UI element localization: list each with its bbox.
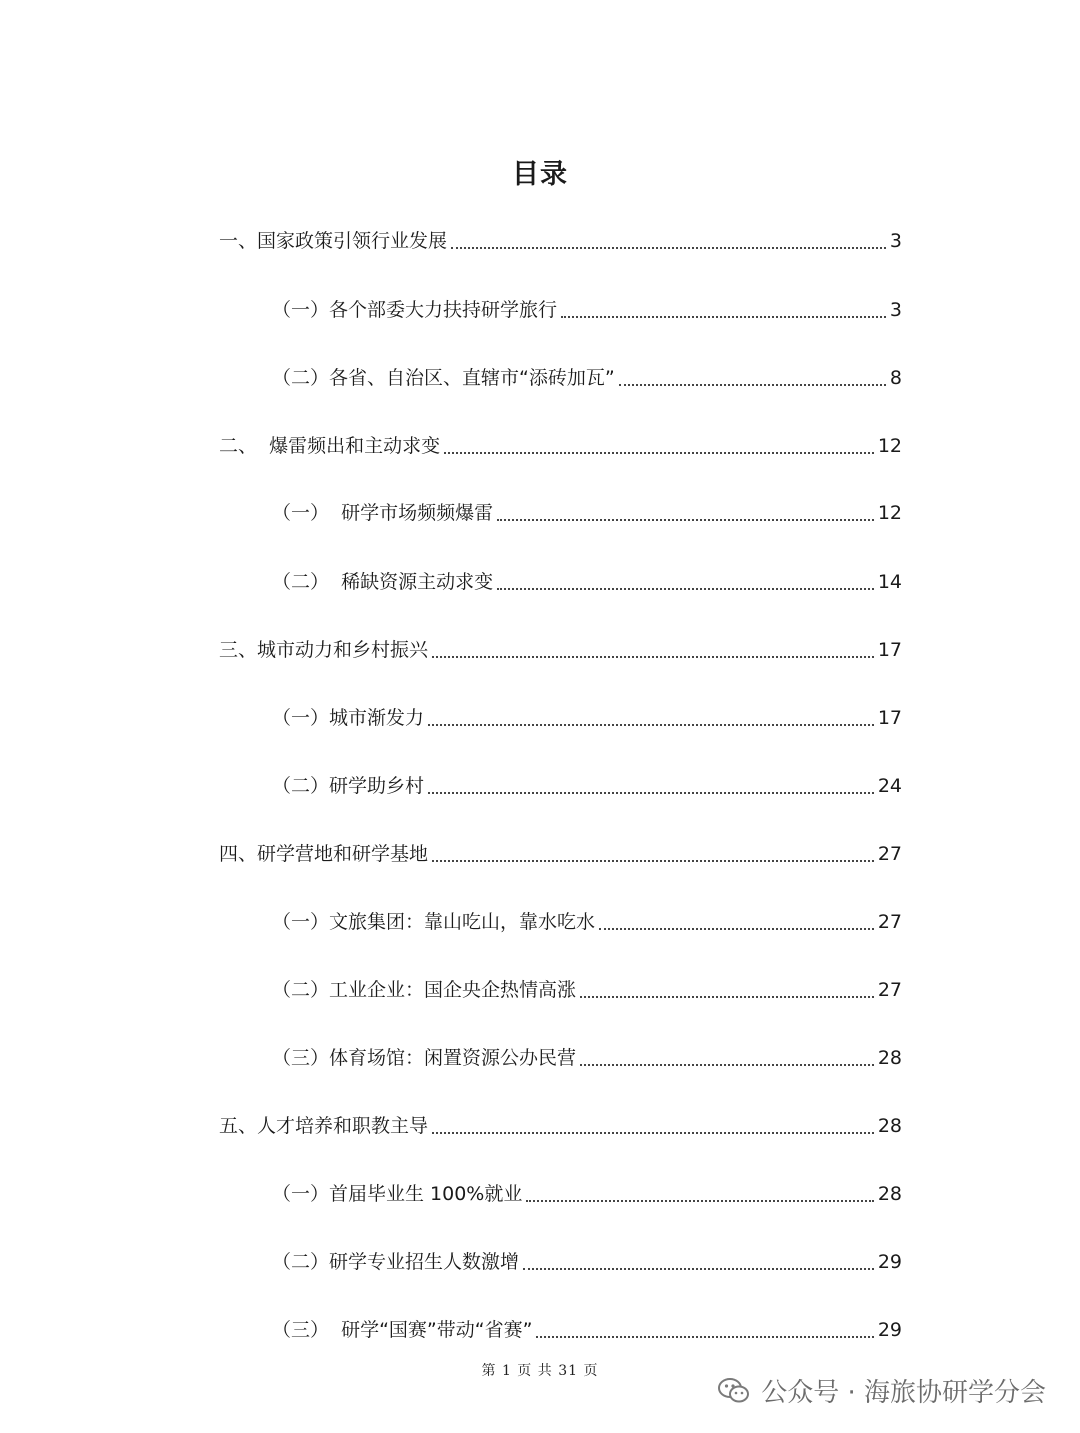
toc-entry[interactable] xyxy=(272,296,902,324)
watermark xyxy=(717,1372,1046,1409)
toc-entry-page: 28 xyxy=(877,1047,902,1069)
page-footer: 第 1 页 共 31 页 xyxy=(481,1363,599,1379)
toc-entry[interactable] xyxy=(272,772,902,800)
toc-entry-page: 17 xyxy=(877,639,902,661)
toc-leader-dots xyxy=(428,724,874,726)
toc-entry[interactable] xyxy=(272,1180,902,1208)
toc-entry-label: 四、研学营地和研学基地 xyxy=(219,843,429,865)
toc-entry-label: 三、城市动力和乡村振兴 xyxy=(219,639,429,661)
toc-leader-dots xyxy=(599,928,874,930)
toc-leader-dots xyxy=(432,1132,874,1134)
toc-entry[interactable] xyxy=(272,704,902,732)
toc-entry[interactable] xyxy=(219,227,902,255)
toc-entry[interactable] xyxy=(219,432,902,460)
toc-entry-page: 27 xyxy=(877,843,902,865)
toc-entry[interactable] xyxy=(272,908,902,936)
toc-leader-dots xyxy=(432,656,874,658)
toc-entry-page: 29 xyxy=(877,1251,902,1273)
toc-entry-label: （二）研学助乡村 xyxy=(272,775,425,797)
toc-entry-page: 28 xyxy=(877,1183,902,1205)
toc-entry[interactable] xyxy=(272,1248,902,1276)
toc-entry-page: 12 xyxy=(877,435,902,457)
toc-entry[interactable] xyxy=(219,840,902,868)
toc-leader-dots xyxy=(432,860,874,862)
toc-entry-page: 27 xyxy=(877,911,902,933)
toc-entry[interactable] xyxy=(219,636,902,664)
toc-leader-dots xyxy=(580,1064,874,1066)
toc-entry[interactable] xyxy=(219,1112,902,1140)
toc-entry[interactable] xyxy=(272,976,902,1004)
toc-entry-page: 3 xyxy=(889,230,902,252)
toc-leader-dots xyxy=(619,384,886,386)
toc-entry-label: 一、国家政策引领行业发展 xyxy=(219,230,448,252)
toc-entry-page: 3 xyxy=(889,299,902,321)
toc-entry[interactable] xyxy=(272,364,902,392)
toc-entry-page: 12 xyxy=(877,502,902,524)
watermark-text: 公众号 · 海旅协研学分会 xyxy=(761,1378,1046,1408)
toc-leader-dots xyxy=(526,1200,873,1202)
toc-entry-label: （二）研学专业招生人数激增 xyxy=(272,1251,520,1273)
toc-entry-label: （三）体育场馆：闲置资源公办民营 xyxy=(272,1047,577,1069)
page-title: 目录 xyxy=(512,159,568,190)
toc-entry[interactable] xyxy=(272,499,902,527)
toc-entry-label: （一）首届毕业生 100%就业 xyxy=(272,1183,523,1205)
toc-entry-label: 二、 爆雷频出和主动求变 xyxy=(219,435,441,457)
toc-entry-label: （二） 稀缺资源主动求变 xyxy=(272,571,494,593)
toc-leader-dots xyxy=(523,1268,874,1270)
toc-entry[interactable] xyxy=(272,568,902,596)
toc-entry-label: （二）工业企业：国企央企热情高涨 xyxy=(272,979,577,1001)
toc-leader-dots xyxy=(444,452,874,454)
toc-entry[interactable] xyxy=(272,1316,902,1344)
toc-entry-label: （三） 研学“国赛”带动“省赛” xyxy=(272,1319,533,1341)
toc-entry-page: 17 xyxy=(877,707,902,729)
toc-entry-page: 8 xyxy=(889,367,902,389)
toc-leader-dots xyxy=(580,996,874,998)
toc-leader-dots xyxy=(536,1336,873,1338)
toc-entry-label: （一） 研学市场频频爆雷 xyxy=(272,502,494,524)
toc-leader-dots xyxy=(451,247,886,249)
toc-entry-label: （一）文旅集团：靠山吃山，靠水吃水 xyxy=(272,911,596,933)
toc-leader-dots xyxy=(428,792,874,794)
toc-entry-page: 29 xyxy=(877,1319,902,1341)
toc-leader-dots xyxy=(497,519,874,521)
toc-entry-page: 28 xyxy=(877,1115,902,1137)
toc-entry-label: （一）城市渐发力 xyxy=(272,707,425,729)
toc-entry-label: 五、人才培养和职教主导 xyxy=(219,1115,429,1137)
wechat-icon xyxy=(717,1374,751,1408)
toc-entry[interactable] xyxy=(272,1044,902,1072)
toc-entry-label: （一）各个部委大力扶持研学旅行 xyxy=(272,299,558,321)
toc-entry-label: （二）各省、自治区、直辖市“添砖加瓦” xyxy=(272,367,615,389)
toc-entry-page: 24 xyxy=(877,775,902,797)
toc-leader-dots xyxy=(561,316,886,318)
toc-entry-page: 14 xyxy=(877,571,902,593)
toc-leader-dots xyxy=(497,588,874,590)
toc-entry-page: 27 xyxy=(877,979,902,1001)
